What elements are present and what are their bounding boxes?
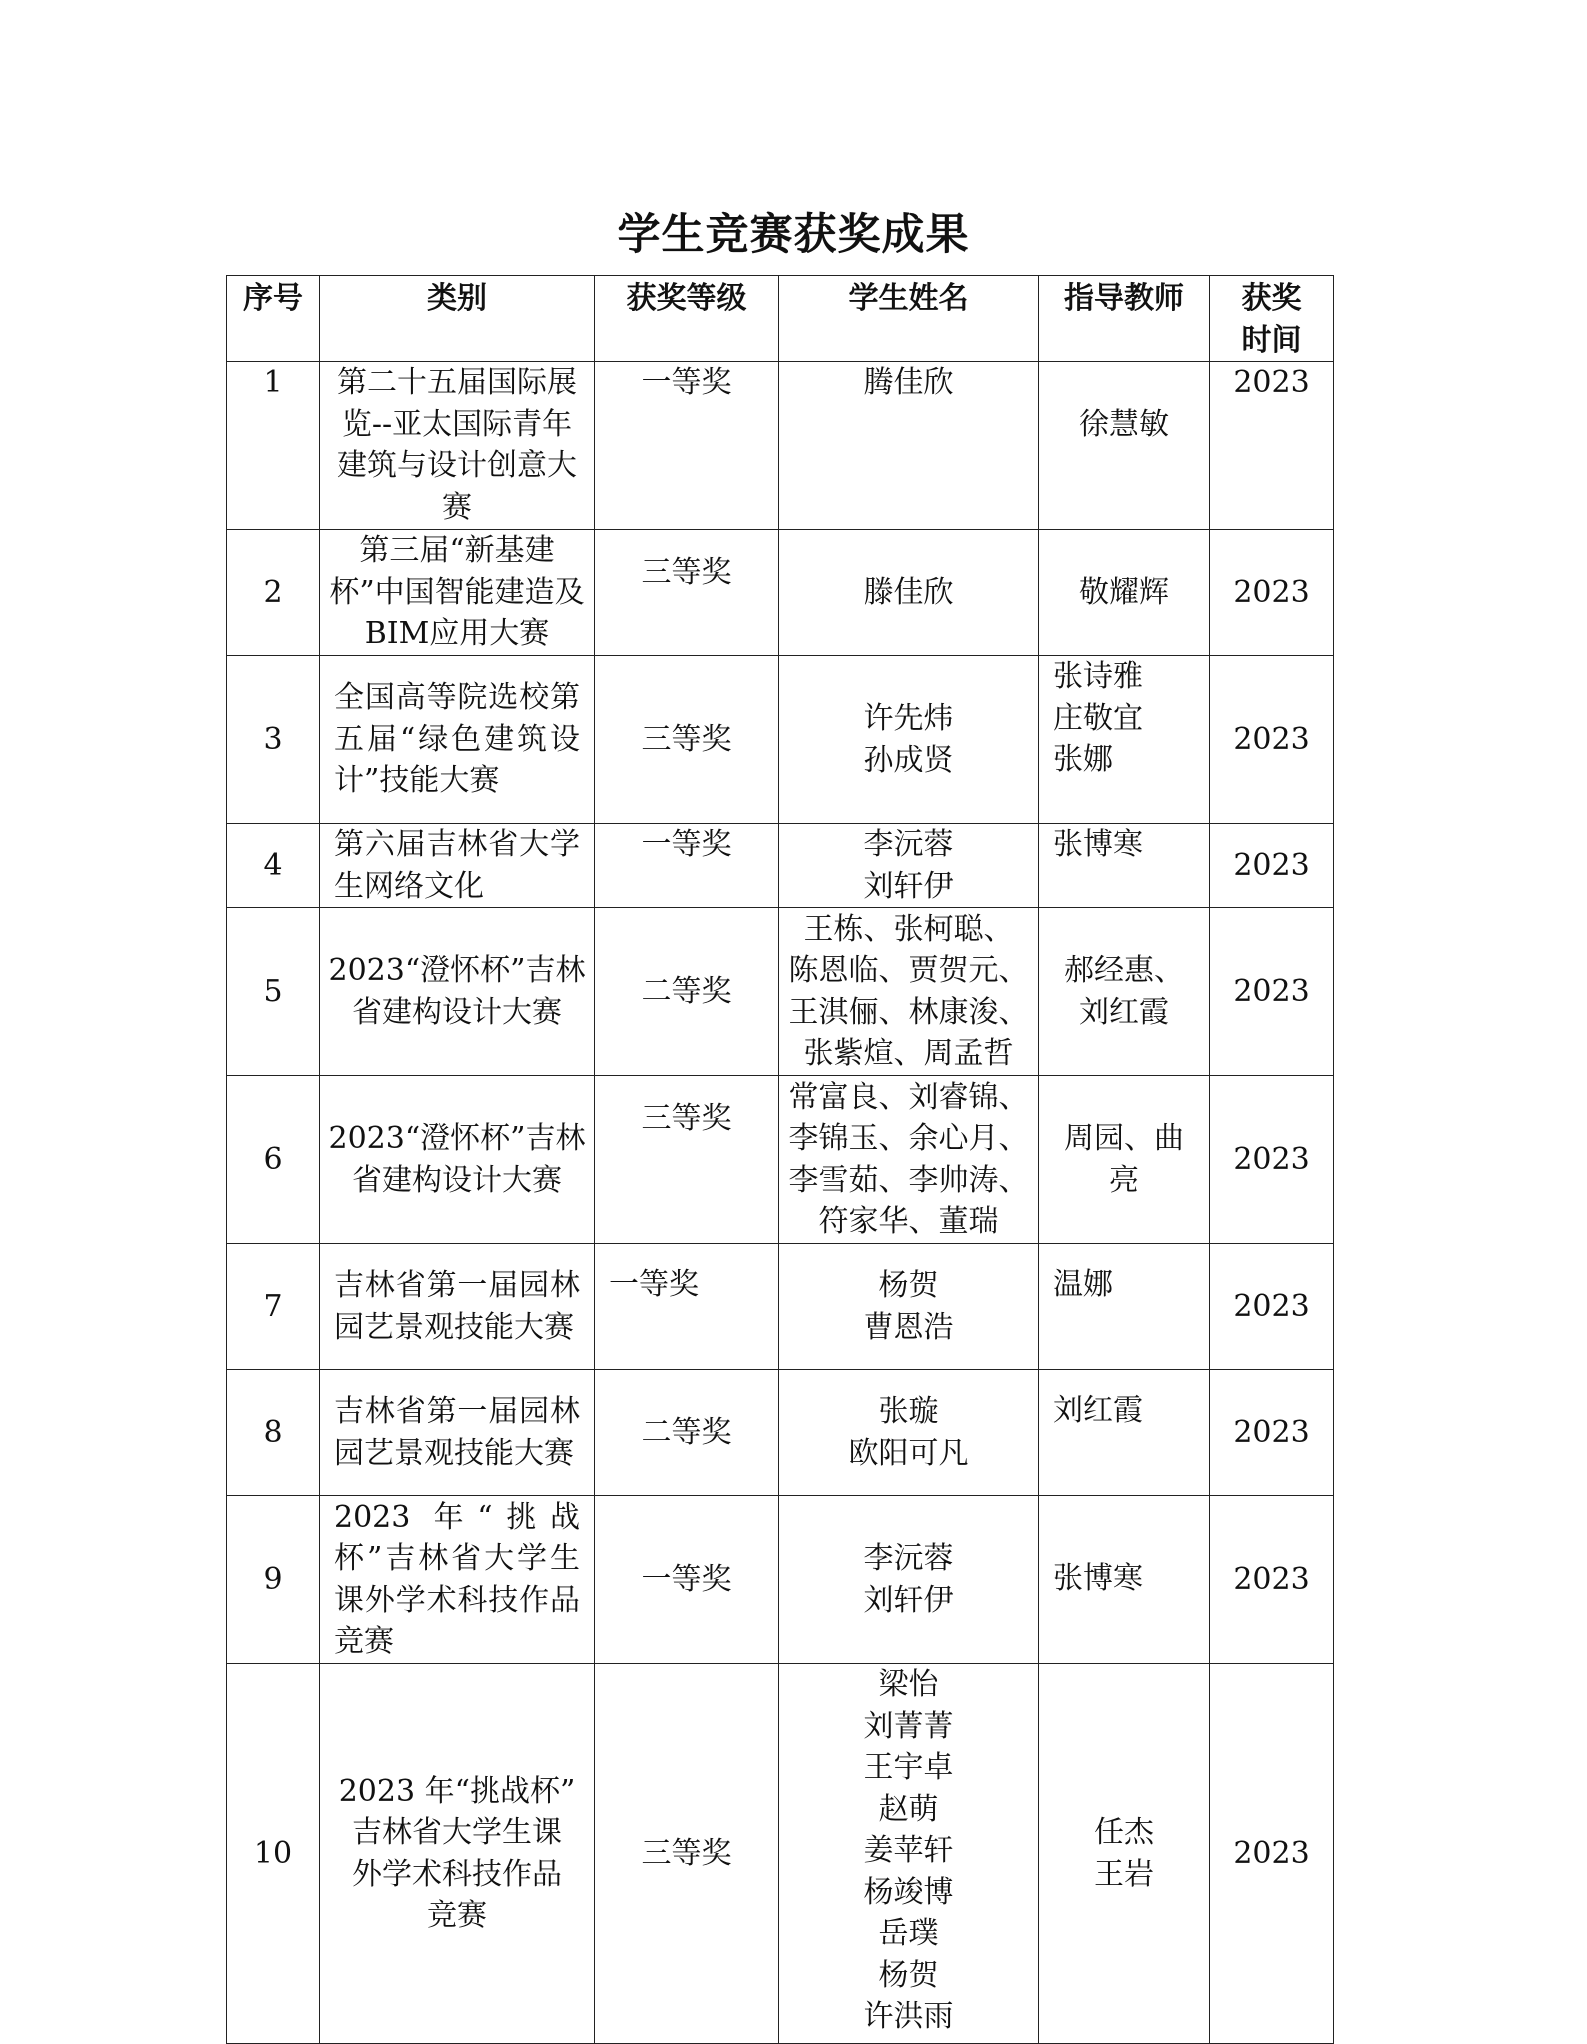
row-level: 三等奖 [595,1076,779,1244]
row-teachers: 任杰 王岩 [1039,1664,1210,2044]
row-index: 10 [227,1664,320,2044]
row-level: 三等奖 [595,530,779,656]
table-row [227,1076,1334,1244]
row-students: 杨贺 曹恩浩 [779,1244,1039,1370]
row-teachers: 张博寒 [1039,824,1210,908]
row-teachers: 刘红霞 [1039,1370,1210,1496]
row-teachers: 温娜 [1039,1244,1210,1370]
table-row [227,362,1334,530]
table-row [227,656,1334,824]
row-year: 2023 [1210,908,1334,1076]
row-students: 李沅蓉 刘轩伊 [779,1496,1039,1664]
table-row [227,908,1334,1076]
header-level: 获奖等级 [595,276,779,362]
awards-table [226,275,1334,2044]
row-category: 2023 年“挑战杯”吉林省大学生课外学术科技作品竞赛 [320,1496,595,1664]
header-index: 序号 [227,276,320,362]
row-category: 全国高等院选校第五届“绿色建筑设计”技能大赛 [320,656,595,824]
row-teachers: 周园、曲 亮 [1039,1076,1210,1244]
header-teachers: 指导教师 [1039,276,1210,362]
row-level: 二等奖 [595,1370,779,1496]
table-row [227,1370,1334,1496]
row-teachers: 张博寒 [1039,1496,1210,1664]
row-category: 第二十五届国际展览--亚太国际青年建筑与设计创意大赛 [320,362,595,530]
table-row [227,1496,1334,1664]
row-year: 2023 [1210,1370,1334,1496]
row-students: 许先炜 孙成贤 [779,656,1039,824]
row-students: 腾佳欣 [779,362,1039,530]
row-teachers: 张诗雅 庄敬宜 张娜 [1039,656,1210,824]
row-year: 2023 [1210,824,1334,908]
row-category: 第三届“新基建杯”中国智能建造及 BIM应用大赛 [320,530,595,656]
row-level: 一等奖 [595,362,779,530]
header-year: 获奖 时间 [1210,276,1334,362]
row-level: 三等奖 [595,1664,779,2044]
row-teachers: 敬耀辉 [1039,530,1210,656]
header-category: 类别 [320,276,595,362]
row-students: 李沅蓉 刘轩伊 [779,824,1039,908]
row-students: 滕佳欣 [779,530,1039,656]
row-index: 4 [227,824,320,908]
row-year: 2023 [1210,1244,1334,1370]
row-teachers: 郝经惠、 刘红霞 [1039,908,1210,1076]
row-index: 2 [227,530,320,656]
row-students: 王栋、张柯聪、 陈恩临、贾贺元、 王淇俪、林康浚、 张紫煊、周孟哲 [779,908,1039,1076]
table-row [227,824,1334,908]
row-index: 5 [227,908,320,1076]
row-teachers: 徐慧敏 [1039,362,1210,530]
row-year: 2023 [1210,1664,1334,2044]
page-title: 学生竞赛获奖成果 [617,210,970,260]
row-level: 一等奖 [595,824,779,908]
row-category: 2023“澄怀杯”吉林省建构设计大赛 [320,908,595,1076]
row-category: 吉林省第一届园林园艺景观技能大赛 [320,1244,595,1370]
row-year: 2023 [1210,656,1334,824]
row-index: 7 [227,1244,320,1370]
row-category: 第六届吉林省大学生网络文化 [320,824,595,908]
row-students: 梁怡 刘菁菁 王宇卓 赵萌 姜苹轩 杨竣博 岳璞 杨贺 许洪雨 [779,1664,1039,2044]
row-index: 1 [227,362,320,530]
row-year: 2023 [1210,530,1334,656]
row-students: 张璇 欧阳可凡 [779,1370,1039,1496]
table-row [227,1244,1334,1370]
row-category: 2023“澄怀杯”吉林省建构设计大赛 [320,1076,595,1244]
row-year: 2023 [1210,1496,1334,1664]
row-category: 2023 年“挑战杯” 吉林省大学生课 外学术科技作品 竞赛 [320,1664,595,2044]
row-category: 吉林省第一届园林园艺景观技能大赛 [320,1370,595,1496]
row-year: 2023 [1210,1076,1334,1244]
table-header-row [227,276,1334,362]
row-level: 三等奖 [595,656,779,824]
row-index: 9 [227,1496,320,1664]
row-index: 3 [227,656,320,824]
table-row [227,530,1334,656]
row-index: 6 [227,1076,320,1244]
header-students: 学生姓名 [779,276,1039,362]
row-level: 一等奖 [595,1496,779,1664]
row-index: 8 [227,1370,320,1496]
row-level: 一等奖 [595,1244,779,1370]
table-row [227,1664,1334,2044]
row-level: 二等奖 [595,908,779,1076]
row-students: 常富良、刘睿锦、 李锦玉、余心月、 李雪茹、李帅涛、 符家华、董瑞 [779,1076,1039,1244]
row-year: 2023 [1210,362,1334,530]
